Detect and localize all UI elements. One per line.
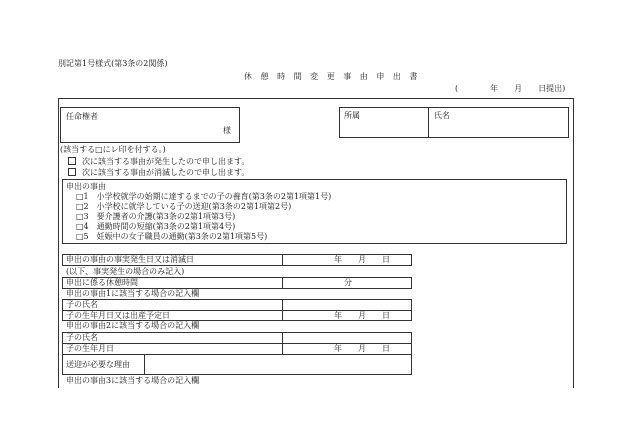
- reasons-heading: 申出の事由: [66, 182, 106, 191]
- break-time-value[interactable]: 分: [344, 278, 352, 287]
- break-time-divider: [282, 277, 283, 289]
- form-number-label: 別記第1号様式(第3条の2関係): [58, 59, 168, 68]
- child-name-label-2: 子の氏名: [66, 333, 98, 342]
- fact-date-label: 申出の事由の事実発生日又は消滅日: [66, 255, 194, 264]
- section3-heading: 申出の事由3に該当する場合の記入欄: [66, 376, 200, 385]
- pickup-reason-divider: [144, 354, 145, 375]
- fact-date-divider: [282, 254, 283, 266]
- checkbox[interactable]: [68, 157, 76, 165]
- child-name-label: 子の氏名: [66, 300, 98, 309]
- section1-col-divider: [282, 299, 283, 321]
- fact-note: (以下、事実発生の場合のみ記入): [66, 267, 185, 276]
- applicant-box-divider: [428, 107, 429, 138]
- outer-frame-right: [573, 98, 574, 388]
- outer-frame-left: [58, 98, 59, 388]
- fact-date-value[interactable]: 年 月 日: [334, 255, 390, 264]
- reason-item[interactable]: □4 通勤時間の短縮(第3条の2第1項第4号): [76, 222, 236, 231]
- break-time-label: 申出に係る休憩時間: [66, 278, 138, 287]
- option-ceased-text: 次に該当する事由が消滅したので申し出ます。: [82, 168, 250, 177]
- option-occurred[interactable]: [68, 157, 249, 166]
- affiliation-label: 所属: [344, 111, 360, 120]
- birth-value[interactable]: 年 月 日: [334, 344, 390, 353]
- checkbox[interactable]: [68, 168, 76, 176]
- option-occurred-text: 次に該当する事由が発生したので申し出ます。: [82, 157, 250, 166]
- section2-col-divider: [282, 332, 283, 354]
- section2-row-divider-2: [62, 354, 412, 355]
- birth-label: 子の生年月日: [66, 344, 114, 353]
- appointer-label: 任命権者: [66, 112, 98, 121]
- form-title: 休 憩 時 間 変 更 事 由 申 出 書: [244, 72, 421, 81]
- outer-frame-top: [58, 98, 574, 99]
- name-label: 氏名: [434, 111, 450, 120]
- pickup-reason-label: 送迎が必要な理由: [66, 360, 130, 369]
- reason-item[interactable]: □1 小学校就学の始期に達するまでの子の養育(第3条の2第1項第1号): [76, 192, 332, 201]
- reason-item[interactable]: □2 小学校に就学している子の送迎(第3条の2第1項第2号): [76, 202, 292, 211]
- reason-item[interactable]: □5 妊娠中の女子職員の通勤(第3条の2第1項第5号): [76, 232, 268, 241]
- checkbox-instruction: (該当する□にレ印を付する。): [60, 145, 166, 154]
- section2-heading: 申出の事由2に該当する場合の記入欄: [66, 321, 200, 330]
- section1-heading: 申出の事由1に該当する場合の記入欄: [66, 289, 200, 298]
- reason-item[interactable]: □3 要介護者の介護(第3条の2第1項第3号): [76, 212, 236, 221]
- submission-date-line: ( 年 月 日提出): [455, 84, 566, 93]
- option-ceased[interactable]: [68, 168, 249, 177]
- applicant-box: [339, 107, 569, 138]
- birth-or-due-label: 子の生年月日又は出産予定日: [66, 311, 170, 320]
- appointer-honorific: 様: [223, 126, 231, 135]
- birth-or-due-value[interactable]: 年 月 日: [334, 311, 390, 320]
